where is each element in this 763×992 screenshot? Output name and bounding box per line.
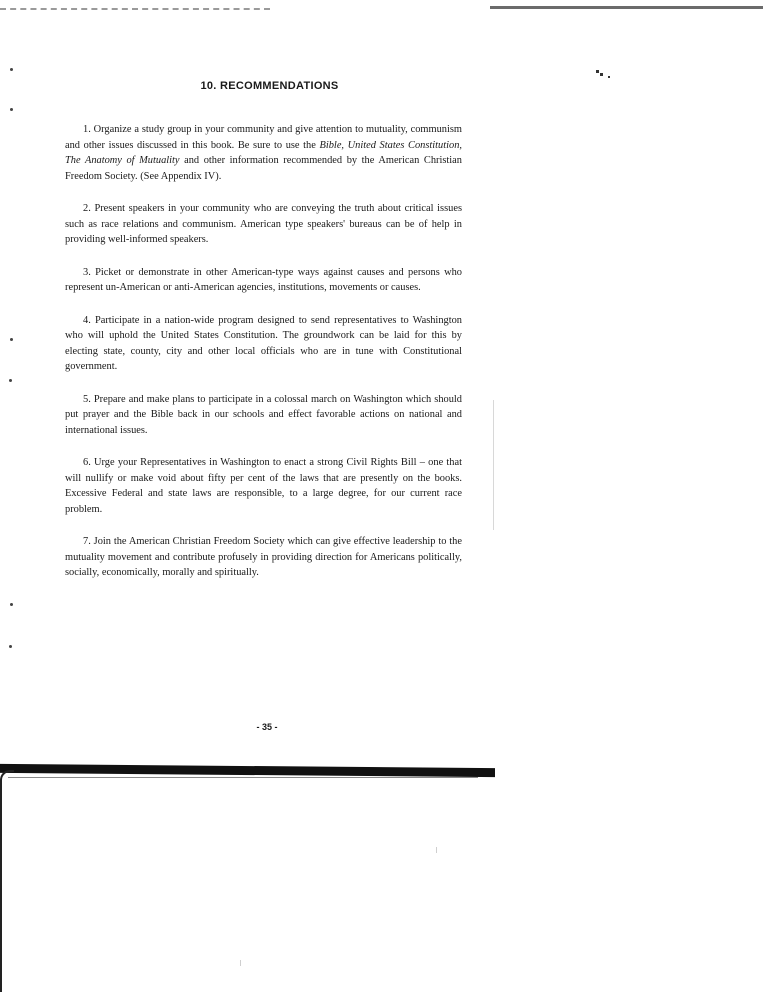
scan-speck bbox=[10, 108, 13, 111]
page-number: - 35 - bbox=[256, 722, 278, 732]
scan-speck bbox=[9, 645, 12, 648]
scan-speck bbox=[10, 68, 13, 71]
scan-speck bbox=[10, 603, 13, 606]
scan-faint-mark bbox=[240, 960, 241, 966]
scan-top-dashed-edge bbox=[0, 8, 270, 10]
recommendation-6: 6. Urge your Representatives in Washington to enact a strong Civil Rights Bill – one that will nullify or make void about fifty per cent of the laws that are presently on the books. Excessive Federal and state laws are responsible, to a large degree, for our current race problem. bbox=[65, 457, 462, 515]
scan-margin-line bbox=[493, 400, 494, 530]
recommendation-2: 2. Present speakers in your community who are conveying the truth about critical issues such as race relations and communism. American type speakers' bureaus can be of help in providing well-informed speakers. bbox=[65, 203, 462, 245]
section-heading: 10. RECOMMENDATIONS bbox=[200, 80, 339, 92]
recommendation-4: 4. Participate in a nation-wide program designed to send representatives to Washington who will uphold the United States Constitution. The groundwork can be laid for this by electing state, county, city and other local officials who are in tune with Constitutional government. bbox=[65, 314, 462, 372]
recommendation-1-text-end: and other information recommended by the American Christian Freedom Society. (See Appendix IV). bbox=[65, 155, 462, 182]
recommendation-7: 7. Join the American Christian Freedom Society which can give effective leadership to the mutuality movement and contribute profusely in providing direction for Americans politically, socially, economically, morally and spiritually. bbox=[65, 536, 462, 578]
scan-page-bottom-edge bbox=[0, 764, 495, 777]
scan-corner-marks bbox=[596, 70, 616, 82]
scan-speck bbox=[9, 379, 12, 382]
recommended-reading-titles: Bible, United States Constitution, The Anatomy of Mutuality bbox=[65, 139, 462, 166]
scan-speck bbox=[10, 338, 13, 341]
recommendation-1 bbox=[65, 122, 462, 184]
recommendation-3: 3. Picket or demonstrate in other American-type ways against causes and persons who represent un-American or anti-American agencies, institutions, movements or causes. bbox=[65, 266, 462, 293]
recommendation-5: 5. Prepare and make plans to participate in a colossal march on Washington which should put prayer and the Bible back in our schools and effect favorable actions on national and international issues. bbox=[65, 393, 462, 436]
page-body bbox=[65, 80, 462, 598]
scan-page-bottom-shadow bbox=[8, 777, 478, 778]
scan-faint-mark bbox=[436, 847, 437, 853]
recommendation-1-text: 1. Organize a study group in your community and give attention to mutuality, communism and other issues discussed in this book. Be sure to use the bbox=[65, 124, 462, 151]
scan-next-page-edge bbox=[0, 770, 14, 992]
scan-top-right-edge bbox=[490, 6, 763, 9]
